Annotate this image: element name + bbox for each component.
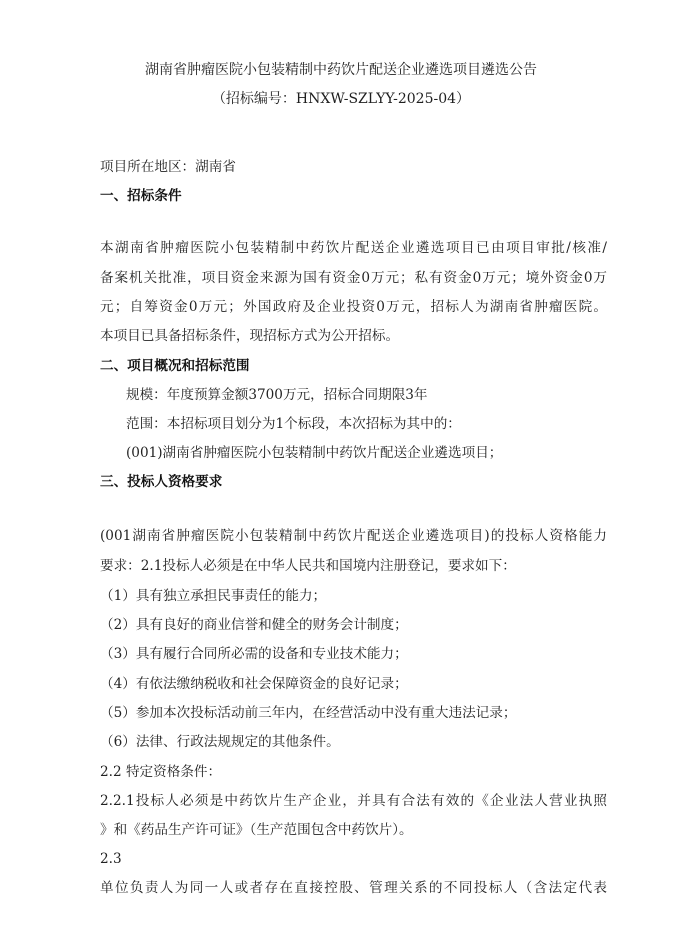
qualification-intro: (001湖南省肿瘤医院小包装精制中药饮片配送企业遴选项目)的投标人资格能力 [100, 528, 607, 544]
section-heading-2: 二、项目概况和招标范围 [100, 358, 250, 374]
qualification-item: （1）具有独立承担民事责任的能力； [100, 588, 327, 604]
special-qualification-line: 》和《药品生产许可证》（生产范围包含中药饮片）。 [100, 822, 413, 838]
section-heading-3: 三、投标人资格要求 [100, 474, 223, 490]
qualification-item: （4）有依法缴纳税收和社会保障资金的良好记录； [100, 676, 408, 692]
section-heading-1: 一、招标条件 [100, 188, 182, 204]
tender-code: （招标编号：HNXW-SZLYY-2025-04） [211, 91, 471, 107]
document-title: 湖南省肿瘤医院小包装精制中药饮片配送企业遴选项目遴选公告 [145, 62, 537, 78]
scale-line: 规模：年度预算金额3700万元，招标合同期限3年 [126, 387, 428, 403]
qualification-intro: 要求：2.1投标人必须是在中华人民共和国境内注册登记，要求如下： [100, 558, 516, 574]
qualification-item: （2）具有良好的商业信誉和健全的财务会计制度； [100, 617, 408, 633]
qualification-item: （5）参加本次投标活动前三年内，在经营活动中没有重大违法记录； [100, 705, 517, 721]
paragraph-line: 本湖南省肿瘤医院小包装精制中药饮片配送企业遴选项目已由项目审批/核准/ [100, 240, 607, 256]
qualification-item: （6）法律、行政法规规定的其他条件。 [100, 734, 340, 750]
special-qualification-line: 2.2.1投标人必须是中药饮片生产企业，并具有合法有效的《企业法人营业执照 [100, 793, 607, 809]
special-qualification-heading: 2.2 特定资格条件： [100, 764, 222, 780]
paragraph-line: 备案机关批准，项目资金来源为国有资金0万元；私有资金0万元；境外资金0万 [100, 270, 607, 286]
qualification-item: （3）具有履行合同所必需的设备和专业技术能力； [100, 646, 408, 662]
item-number: 2.3 [100, 851, 122, 867]
scope-line: 范围：本招标项目划分为1个标段，本次招标为其中的： [126, 416, 461, 432]
paragraph-line: 元；自筹资金0万元；外国政府及企业投资0万元，招标人为湖南省肿瘤医院。 [100, 299, 607, 315]
paragraph-line: 本项目已具备招标条件，现招标方式为公开招标。 [100, 328, 400, 344]
project-region: 项目所在地区：湖南省 [100, 159, 236, 175]
paragraph-line: 单位负责人为同一人或者存在直接控股、管理关系的不同投标人（含法定代表 [100, 880, 607, 896]
lot-line: (001)湖南省肿瘤医院小包装精制中药饮片配送企业遴选项目； [126, 445, 503, 461]
